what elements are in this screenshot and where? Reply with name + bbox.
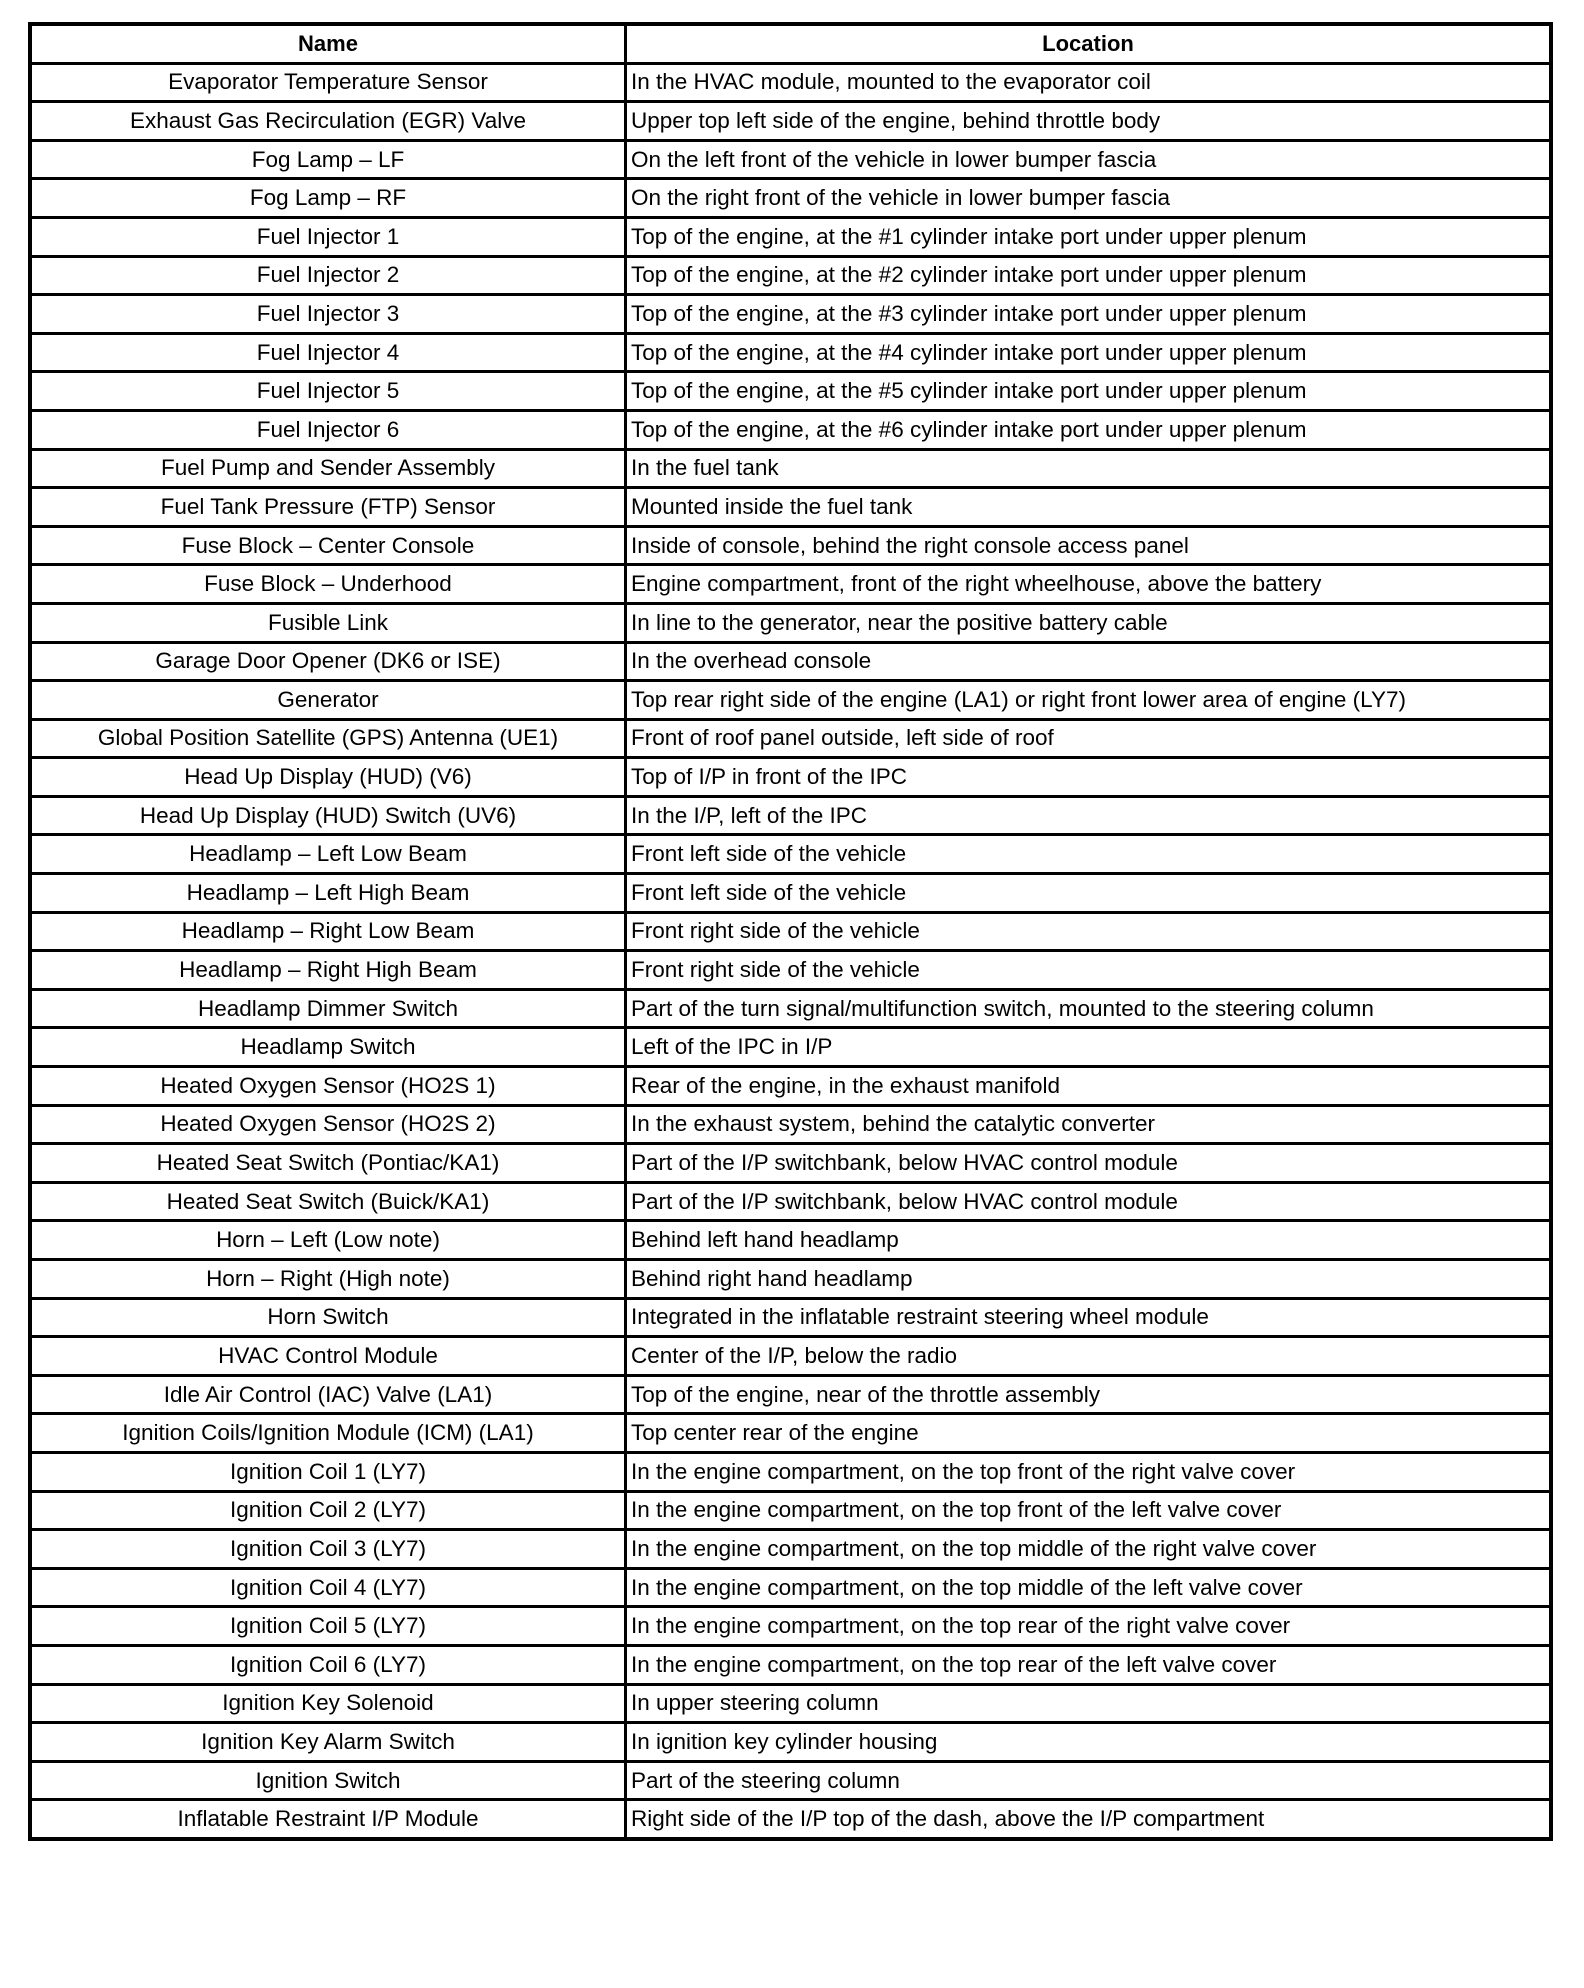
table-row	[30, 603, 1551, 642]
component-name-cell: Inflatable Restraint I/P Module	[30, 1800, 626, 1839]
component-name-cell: Headlamp – Left Low Beam	[30, 835, 626, 874]
component-location-cell: Top of the engine, at the #4 cylinder intake port under upper plenum	[626, 333, 1552, 372]
table-row	[30, 1607, 1551, 1646]
table-row	[30, 565, 1551, 604]
table-row	[30, 758, 1551, 797]
component-location-cell: Top of the engine, at the #2 cylinder intake port under upper plenum	[626, 256, 1552, 295]
component-name-cell: Heated Seat Switch (Buick/KA1)	[30, 1182, 626, 1221]
header-row	[30, 24, 1551, 63]
component-location-cell: In line to the generator, near the positive battery cable	[626, 603, 1552, 642]
component-name-cell: Fuel Injector 6	[30, 410, 626, 449]
component-location-cell: Right side of the I/P top of the dash, above the I/P compartment	[626, 1800, 1552, 1839]
component-location-cell: Front left side of the vehicle	[626, 835, 1552, 874]
component-name-cell: Exhaust Gas Recirculation (EGR) Valve	[30, 102, 626, 141]
table-row	[30, 1491, 1551, 1530]
component-location-cell: Top rear right side of the engine (LA1) or right front lower area of engine (LY7)	[626, 681, 1552, 720]
table-row	[30, 1723, 1551, 1762]
component-name-cell: HVAC Control Module	[30, 1337, 626, 1376]
component-name-cell: Evaporator Temperature Sensor	[30, 63, 626, 102]
table-row	[30, 333, 1551, 372]
table-row	[30, 410, 1551, 449]
component-name-cell: Heated Oxygen Sensor (HO2S 1)	[30, 1067, 626, 1106]
component-location-cell: Part of the steering column	[626, 1761, 1552, 1800]
component-location-cell: Upper top left side of the engine, behind throttle body	[626, 102, 1552, 141]
component-location-cell: In the engine compartment, on the top front of the right valve cover	[626, 1452, 1552, 1491]
component-name-cell: Ignition Coil 5 (LY7)	[30, 1607, 626, 1646]
component-location-cell: Mounted inside the fuel tank	[626, 488, 1552, 527]
component-location-cell: In the fuel tank	[626, 449, 1552, 488]
component-name-cell: Head Up Display (HUD) (V6)	[30, 758, 626, 797]
component-name-cell: Horn – Right (High note)	[30, 1260, 626, 1299]
table-row	[30, 1375, 1551, 1414]
table-row	[30, 1182, 1551, 1221]
component-name-cell: Headlamp – Right Low Beam	[30, 912, 626, 951]
component-location-cell: In the engine compartment, on the top rear of the right valve cover	[626, 1607, 1552, 1646]
component-name-cell: Fuel Tank Pressure (FTP) Sensor	[30, 488, 626, 527]
table-row	[30, 835, 1551, 874]
component-location-cell: In the engine compartment, on the top front of the left valve cover	[626, 1491, 1552, 1530]
table-row	[30, 488, 1551, 527]
table-row	[30, 681, 1551, 720]
component-name-cell: Garage Door Opener (DK6 or ISE)	[30, 642, 626, 681]
component-name-cell: Fuel Injector 1	[30, 217, 626, 256]
component-name-cell: Ignition Switch	[30, 1761, 626, 1800]
component-name-cell: Heated Seat Switch (Pontiac/KA1)	[30, 1144, 626, 1183]
component-location-cell: Rear of the engine, in the exhaust manifold	[626, 1067, 1552, 1106]
component-name-cell: Ignition Coil 1 (LY7)	[30, 1452, 626, 1491]
component-location-cell: Part of the turn signal/multifunction switch, mounted to the steering column	[626, 989, 1552, 1028]
component-location-cell: Behind left hand headlamp	[626, 1221, 1552, 1260]
table-row	[30, 1105, 1551, 1144]
table-row	[30, 1530, 1551, 1569]
component-name-cell: Fuel Injector 2	[30, 256, 626, 295]
component-location-cell: Top of the engine, near of the throttle assembly	[626, 1375, 1552, 1414]
component-name-cell: Ignition Key Solenoid	[30, 1684, 626, 1723]
component-location-cell: In the exhaust system, behind the catalytic converter	[626, 1105, 1552, 1144]
component-location-cell: Front right side of the vehicle	[626, 912, 1552, 951]
component-location-cell: Front right side of the vehicle	[626, 951, 1552, 990]
component-location-cell: Top of the engine, at the #1 cylinder intake port under upper plenum	[626, 217, 1552, 256]
table-row	[30, 1800, 1551, 1839]
component-name-cell: Headlamp Switch	[30, 1028, 626, 1067]
table-row	[30, 102, 1551, 141]
table-row	[30, 140, 1551, 179]
table-row	[30, 1221, 1551, 1260]
component-location-cell: In ignition key cylinder housing	[626, 1723, 1552, 1762]
table-row	[30, 179, 1551, 218]
table-row	[30, 449, 1551, 488]
table-row	[30, 1298, 1551, 1337]
component-location-cell: Part of the I/P switchbank, below HVAC control module	[626, 1144, 1552, 1183]
component-name-cell: Ignition Coil 4 (LY7)	[30, 1568, 626, 1607]
table-row	[30, 1067, 1551, 1106]
component-location-cell: In the engine compartment, on the top middle of the left valve cover	[626, 1568, 1552, 1607]
component-name-cell: Fuel Injector 3	[30, 295, 626, 334]
component-location-cell: Behind right hand headlamp	[626, 1260, 1552, 1299]
component-name-cell: Heated Oxygen Sensor (HO2S 2)	[30, 1105, 626, 1144]
table-row	[30, 295, 1551, 334]
component-location-cell: Part of the I/P switchbank, below HVAC control module	[626, 1182, 1552, 1221]
component-location-cell: In the engine compartment, on the top rear of the left valve cover	[626, 1645, 1552, 1684]
component-location-table	[28, 22, 1553, 1841]
table-row	[30, 1144, 1551, 1183]
table-row	[30, 1452, 1551, 1491]
table-row	[30, 256, 1551, 295]
component-location-cell: Top of the engine, at the #5 cylinder intake port under upper plenum	[626, 372, 1552, 411]
table-row	[30, 874, 1551, 913]
table-row	[30, 63, 1551, 102]
component-name-cell: Fuel Pump and Sender Assembly	[30, 449, 626, 488]
component-name-cell: Idle Air Control (IAC) Valve (LA1)	[30, 1375, 626, 1414]
component-location-cell: Inside of console, behind the right console access panel	[626, 526, 1552, 565]
component-location-cell: Top center rear of the engine	[626, 1414, 1552, 1453]
component-location-cell: Top of the engine, at the #6 cylinder intake port under upper plenum	[626, 410, 1552, 449]
component-name-cell: Ignition Key Alarm Switch	[30, 1723, 626, 1762]
table-row	[30, 1645, 1551, 1684]
component-location-cell: Center of the I/P, below the radio	[626, 1337, 1552, 1376]
component-location-cell: In the overhead console	[626, 642, 1552, 681]
table-row	[30, 719, 1551, 758]
component-name-cell: Ignition Coil 2 (LY7)	[30, 1491, 626, 1530]
component-name-cell: Ignition Coils/Ignition Module (ICM) (LA1)	[30, 1414, 626, 1453]
table-row	[30, 1414, 1551, 1453]
table-row	[30, 951, 1551, 990]
component-name-cell: Ignition Coil 6 (LY7)	[30, 1645, 626, 1684]
component-name-cell: Fuel Injector 5	[30, 372, 626, 411]
component-name-cell: Fog Lamp – LF	[30, 140, 626, 179]
table-row	[30, 1028, 1551, 1067]
component-location-cell: Left of the IPC in I/P	[626, 1028, 1552, 1067]
table-row	[30, 1761, 1551, 1800]
component-name-cell: Generator	[30, 681, 626, 720]
component-name-cell: Fuse Block – Center Console	[30, 526, 626, 565]
component-location-cell: On the right front of the vehicle in lower bumper fascia	[626, 179, 1552, 218]
table-row	[30, 1337, 1551, 1376]
table-row	[30, 912, 1551, 951]
table-row	[30, 526, 1551, 565]
component-name-cell: Ignition Coil 3 (LY7)	[30, 1530, 626, 1569]
component-name-cell: Fuse Block – Underhood	[30, 565, 626, 604]
component-location-cell: In the engine compartment, on the top middle of the right valve cover	[626, 1530, 1552, 1569]
table-row	[30, 1260, 1551, 1299]
component-location-cell: Front of roof panel outside, left side of roof	[626, 719, 1552, 758]
table-row	[30, 642, 1551, 681]
component-location-cell: On the left front of the vehicle in lower bumper fascia	[626, 140, 1552, 179]
table-row	[30, 372, 1551, 411]
component-location-cell: Front left side of the vehicle	[626, 874, 1552, 913]
component-name-cell: Horn – Left (Low note)	[30, 1221, 626, 1260]
component-name-cell: Global Position Satellite (GPS) Antenna (UE1)	[30, 719, 626, 758]
component-name-cell: Head Up Display (HUD) Switch (UV6)	[30, 796, 626, 835]
component-name-cell: Fog Lamp – RF	[30, 179, 626, 218]
component-location-cell: Top of I/P in front of the IPC	[626, 758, 1552, 797]
component-location-cell: In the I/P, left of the IPC	[626, 796, 1552, 835]
table-row	[30, 1568, 1551, 1607]
component-name-cell: Headlamp – Right High Beam	[30, 951, 626, 990]
table-row	[30, 217, 1551, 256]
component-location-cell: Top of the engine, at the #3 cylinder intake port under upper plenum	[626, 295, 1552, 334]
component-location-cell: In the HVAC module, mounted to the evaporator coil	[626, 63, 1552, 102]
table-row	[30, 796, 1551, 835]
component-name-cell: Horn Switch	[30, 1298, 626, 1337]
table-row	[30, 1684, 1551, 1723]
component-location-cell: Engine compartment, front of the right wheelhouse, above the battery	[626, 565, 1552, 604]
component-name-cell: Fusible Link	[30, 603, 626, 642]
component-name-cell: Fuel Injector 4	[30, 333, 626, 372]
component-location-cell: Integrated in the inflatable restraint steering wheel module	[626, 1298, 1552, 1337]
header-name: Name	[30, 24, 626, 63]
component-location-cell: In upper steering column	[626, 1684, 1552, 1723]
component-name-cell: Headlamp Dimmer Switch	[30, 989, 626, 1028]
header-location: Location	[626, 24, 1552, 63]
component-name-cell: Headlamp – Left High Beam	[30, 874, 626, 913]
table-row	[30, 989, 1551, 1028]
